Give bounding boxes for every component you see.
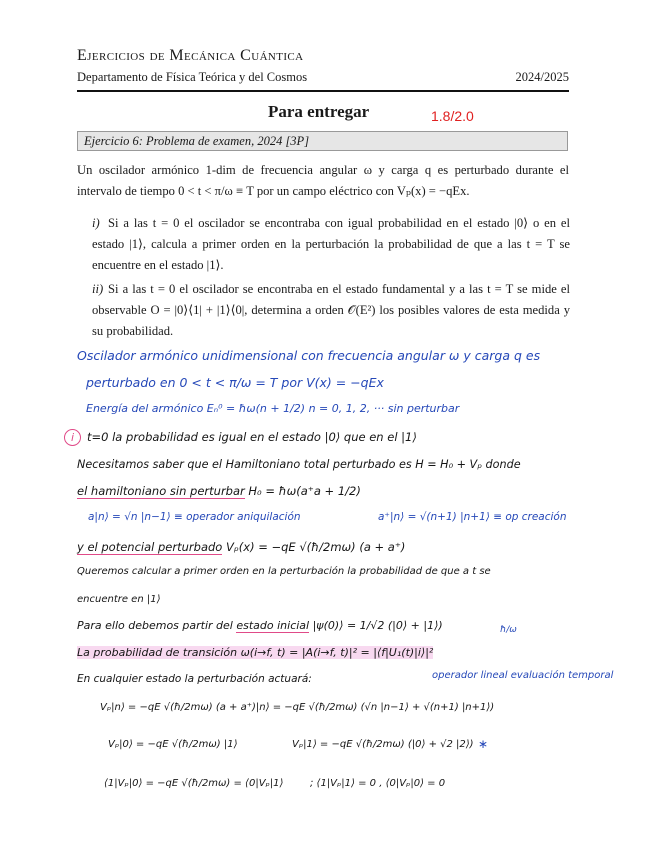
note-line-10: encuentre en |1⟩ <box>77 594 161 605</box>
subquestion-text: Si a las t = 0 el oscilador se encontraba con igual probabilidad en el estado |0⟩ o en el estado |1⟩, calcula a primer orden en la perturbación la probabilidad de que a las t = T se encuentre en el estado |1⟩. <box>92 216 570 272</box>
department-name: Departamento de Física Teórica y del Cosmos <box>77 70 308 84</box>
note-line-3: Energía del armónico Eₙ⁰ = ħω(n + 1/2) n = 0, 1, 2, ··· sin perturbar <box>86 402 460 415</box>
grade-mark: 1.8/2.0 <box>431 108 474 124</box>
note-line-11 <box>77 619 443 632</box>
annihilation-operator-note: a|n⟩ = √n |n−1⟩ ≡ operador aniquilación <box>88 511 301 523</box>
note-line-1: Oscilador armónico unidimensional con frecuencia angular ω y carga q es <box>77 348 541 363</box>
exercise-title: Ejercicio 6: Problema de examen, 2024 [3P] <box>84 134 310 148</box>
note-line-4 <box>64 429 417 446</box>
initial-state-formula: |ψ(0)⟩ = 1/√2 (|0⟩ + |1⟩) <box>309 619 443 632</box>
perturbation-action-general: Vₚ|n⟩ = −qE √(ħ/2mω) (a + a⁺)|n⟩ = −qE √(ħ/2mω) (√n |n−1⟩ + √(n+1) |n+1⟩) <box>100 702 495 713</box>
subquestion-i <box>92 213 570 276</box>
hbar-omega-annotation: ħ/ω <box>500 625 517 635</box>
note-line-13: En cualquier estado la perturbación actuará: <box>77 673 312 685</box>
note-line-5: Necesitamos saber que el Hamiltoniano total perturbado es H = H₀ + Vₚ donde <box>77 458 521 471</box>
note-line-4-text: t=0 la probabilidad es igual en el estado |0⟩ que en el |1⟩ <box>87 430 417 444</box>
diagonal-matrix-elements: ; ⟨1|Vₚ|1⟩ = 0 , ⟨0|Vₚ|0⟩ = 0 <box>310 778 446 789</box>
initial-state-label: estado inicial <box>236 619 310 632</box>
asterisk-mark: ∗ <box>478 737 489 751</box>
exercise-title-bar <box>77 131 568 151</box>
perturbation-on-ground-state: Vₚ|0⟩ = −qE √(ħ/2mω) |1⟩ <box>108 739 238 750</box>
note-line-2: perturbado en 0 < t < π/ω = T por V(x) = −qEx <box>86 375 384 390</box>
note-line-12 <box>77 646 433 659</box>
matrix-element-01: ⟨1|Vₚ|0⟩ = −qE √(ħ/2mω) = ⟨0|Vₚ|1⟩ <box>104 778 284 789</box>
note-line-8 <box>77 540 405 554</box>
linear-operator-note: operador lineal evaluación temporal <box>432 670 614 681</box>
note-line-9: Queremos calcular a primer orden en la perturbación la probabilidad de que a t se <box>77 566 491 577</box>
section-title: Para entregar <box>268 102 370 121</box>
part-i-marker: i <box>64 429 81 446</box>
initial-state-intro: Para ello debemos partir del <box>77 619 233 632</box>
course-title: Ejercicios de Mecánica Cuántica <box>77 47 304 64</box>
header-rule <box>77 90 569 92</box>
subquestion-text: Si a las t = 0 el oscilador se encontraba en el estado fundamental y a las t = T se mide el observable O = |0⟩⟨1| + |1⟩⟨0|, determina a orden 𝒪(E²) los posibles valores de esta medida y su probabilidad. <box>92 282 570 338</box>
perturbation-on-first-state: Vₚ|1⟩ = −qE √(ħ/2mω) (|0⟩ + √2 |2⟩) <box>292 739 474 750</box>
transition-probability-label: La probabilidad de transición <box>77 646 238 659</box>
note-line-6 <box>77 484 361 498</box>
problem-statement: Un oscilador armónico 1-dim de frecuencia angular ω y carga q es perturbado durante el intervalo de tiempo 0 < t < π/ω ≡ T por un campo eléctrico con Vₚ(x) = −qEx. <box>77 163 569 198</box>
creation-operator-note: a⁺|n⟩ = √(n+1) |n+1⟩ ≡ op creación <box>378 511 567 523</box>
unperturbed-hamiltonian-label: el hamiltoniano sin perturbar <box>77 484 245 498</box>
subquestion-number: ii) <box>92 282 104 296</box>
transition-probability-formula: ω(i→f, t) = |A(i→f, t)|² = |⟨f|U₁(t)|i⟩|² <box>237 646 434 659</box>
academic-year: 2024/2025 <box>515 70 569 84</box>
unperturbed-hamiltonian-formula: H₀ = ħω(a⁺a + 1/2) <box>244 484 361 498</box>
subquestion-ii <box>92 279 570 342</box>
perturbed-potential-label: y el potencial perturbado <box>77 540 223 554</box>
perturbed-potential-formula: Vₚ(x) = −qE √(ħ/2mω) (a + a⁺) <box>222 540 406 554</box>
subquestion-number: i) <box>92 216 100 230</box>
